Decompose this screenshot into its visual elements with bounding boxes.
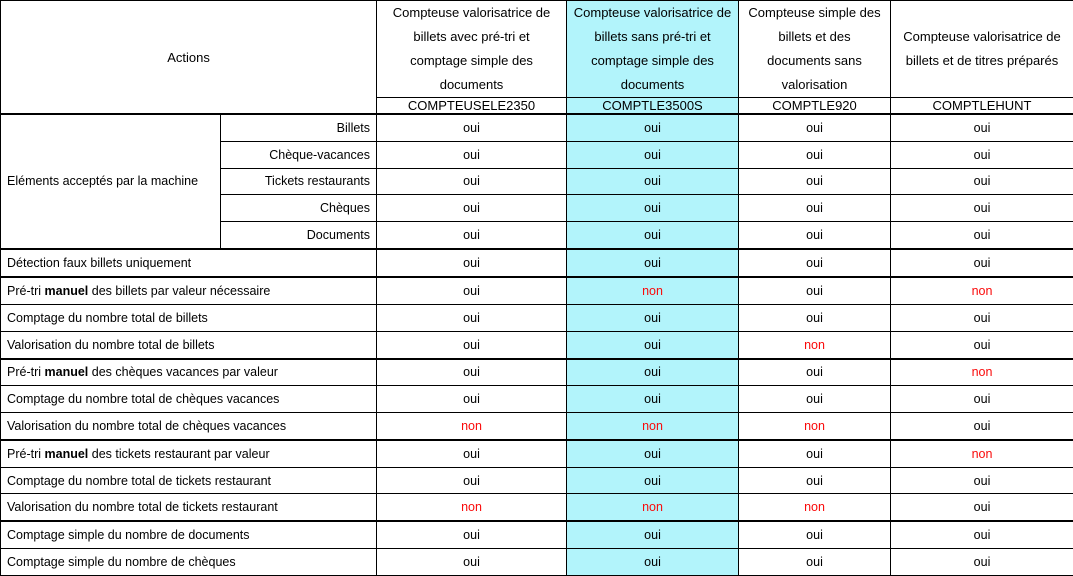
cell-value: oui bbox=[377, 331, 567, 358]
row-label: Comptage simple du nombre de chèques bbox=[1, 549, 377, 576]
row-sublabel: Documents bbox=[221, 221, 377, 248]
table-row bbox=[1, 114, 1073, 141]
cell-value: oui bbox=[377, 467, 567, 494]
cell-value: oui bbox=[377, 277, 567, 304]
table-row bbox=[1, 331, 1073, 358]
table-row bbox=[1, 386, 1073, 413]
row-label: Pré-tri manuel des billets par valeur nécessaire bbox=[1, 277, 377, 304]
table-row bbox=[1, 549, 1073, 576]
cell-value: non bbox=[377, 494, 567, 521]
table-row bbox=[1, 521, 1073, 548]
cell-value: oui bbox=[567, 168, 739, 195]
row-label: Détection faux billets uniquement bbox=[1, 249, 377, 277]
row-label: Comptage du nombre total de billets bbox=[1, 305, 377, 332]
cell-value: oui bbox=[739, 386, 891, 413]
model-header-3: Compteuse simple des billets et des documents sans valorisation bbox=[739, 1, 891, 98]
cell-value: oui bbox=[377, 549, 567, 576]
cell-value: oui bbox=[567, 467, 739, 494]
cell-value: non bbox=[567, 494, 739, 521]
cell-value: oui bbox=[567, 305, 739, 332]
cell-value: oui bbox=[739, 440, 891, 467]
cell-value: oui bbox=[739, 521, 891, 548]
cell-value: oui bbox=[567, 195, 739, 222]
cell-value: oui bbox=[567, 386, 739, 413]
actions-header: Actions bbox=[1, 1, 377, 115]
row-label: Pré-tri manuel des chèques vacances par valeur bbox=[1, 359, 377, 386]
cell-value: oui bbox=[891, 386, 1073, 413]
model-code-2: COMPTLE3500S bbox=[567, 98, 739, 115]
cell-value: non bbox=[739, 413, 891, 440]
cell-value: oui bbox=[891, 195, 1073, 222]
cell-value: oui bbox=[377, 249, 567, 277]
cell-value: oui bbox=[891, 467, 1073, 494]
row-label: Comptage simple du nombre de documents bbox=[1, 521, 377, 548]
cell-value: non bbox=[739, 494, 891, 521]
cell-value: oui bbox=[891, 413, 1073, 440]
model-header-4: Compteuse valorisatrice de billets et de titres préparés bbox=[891, 1, 1073, 98]
table-row bbox=[1, 413, 1073, 440]
table-row bbox=[1, 467, 1073, 494]
table-row bbox=[1, 359, 1073, 386]
cell-value: oui bbox=[567, 221, 739, 248]
row-label: Comptage du nombre total de tickets restaurant bbox=[1, 467, 377, 494]
cell-value: non bbox=[567, 277, 739, 304]
cell-value: oui bbox=[567, 521, 739, 548]
cell-value: oui bbox=[891, 494, 1073, 521]
cell-value: oui bbox=[567, 549, 739, 576]
cell-value: oui bbox=[377, 221, 567, 248]
cell-value: oui bbox=[891, 114, 1073, 141]
table-row bbox=[1, 249, 1073, 277]
cell-value: oui bbox=[891, 168, 1073, 195]
cell-value: oui bbox=[377, 521, 567, 548]
cell-value: oui bbox=[567, 249, 739, 277]
cell-value: oui bbox=[739, 549, 891, 576]
cell-value: non bbox=[891, 440, 1073, 467]
model-code-3: COMPTLE920 bbox=[739, 98, 891, 115]
cell-value: oui bbox=[739, 467, 891, 494]
cell-value: oui bbox=[377, 359, 567, 386]
cell-value: oui bbox=[377, 142, 567, 169]
cell-value: oui bbox=[377, 168, 567, 195]
cell-value: oui bbox=[567, 440, 739, 467]
cell-value: oui bbox=[739, 249, 891, 277]
cell-value: oui bbox=[377, 440, 567, 467]
cell-value: oui bbox=[377, 386, 567, 413]
row-sublabel: Billets bbox=[221, 114, 377, 141]
cell-value: non bbox=[739, 331, 891, 358]
cell-value: oui bbox=[567, 114, 739, 141]
cell-value: oui bbox=[891, 142, 1073, 169]
cell-value: oui bbox=[567, 331, 739, 358]
cell-value: oui bbox=[891, 549, 1073, 576]
model-code-4: COMPTLEHUNT bbox=[891, 98, 1073, 115]
row-label: Comptage du nombre total de chèques vacances bbox=[1, 386, 377, 413]
table-row bbox=[1, 494, 1073, 521]
cell-value: non bbox=[891, 359, 1073, 386]
cell-value: oui bbox=[377, 305, 567, 332]
table-row bbox=[1, 440, 1073, 467]
cell-value: oui bbox=[739, 142, 891, 169]
row-sublabel: Tickets restaurants bbox=[221, 168, 377, 195]
cell-value: non bbox=[567, 413, 739, 440]
cell-value: oui bbox=[377, 114, 567, 141]
cell-value: oui bbox=[739, 277, 891, 304]
cell-value: oui bbox=[739, 168, 891, 195]
cell-value: non bbox=[891, 277, 1073, 304]
header-title-row bbox=[1, 1, 1073, 98]
cell-value: oui bbox=[567, 142, 739, 169]
cell-value: oui bbox=[891, 331, 1073, 358]
cell-value: oui bbox=[739, 359, 891, 386]
cell-value: oui bbox=[739, 195, 891, 222]
cell-value: oui bbox=[377, 195, 567, 222]
cell-value: oui bbox=[891, 221, 1073, 248]
row-label: Valorisation du nombre total de tickets restaurant bbox=[1, 494, 377, 521]
model-header-1: Compteuse valorisatrice de billets avec pré-tri et comptage simple des documents bbox=[377, 1, 567, 98]
table-row bbox=[1, 277, 1073, 304]
cell-value: oui bbox=[891, 249, 1073, 277]
cell-value: oui bbox=[739, 221, 891, 248]
row-label: Pré-tri manuel des tickets restaurant par valeur bbox=[1, 440, 377, 467]
model-header-2: Compteuse valorisatrice de billets sans pré-tri et comptage simple des documents bbox=[567, 1, 739, 98]
row-label: Valorisation du nombre total de billets bbox=[1, 331, 377, 358]
row-label: Valorisation du nombre total de chèques vacances bbox=[1, 413, 377, 440]
cell-value: oui bbox=[739, 114, 891, 141]
cell-value: oui bbox=[567, 359, 739, 386]
row-sublabel: Chèque-vacances bbox=[221, 142, 377, 169]
group-label-accepted-elements: Eléments acceptés par la machine bbox=[1, 114, 221, 249]
cell-value: oui bbox=[891, 521, 1073, 548]
table-body bbox=[1, 114, 1073, 575]
table-row bbox=[1, 305, 1073, 332]
cell-value: oui bbox=[739, 305, 891, 332]
cell-value: oui bbox=[891, 305, 1073, 332]
model-code-1: COMPTEUSELE2350 bbox=[377, 98, 567, 115]
row-sublabel: Chèques bbox=[221, 195, 377, 222]
cell-value: non bbox=[377, 413, 567, 440]
table-header bbox=[1, 1, 1073, 115]
